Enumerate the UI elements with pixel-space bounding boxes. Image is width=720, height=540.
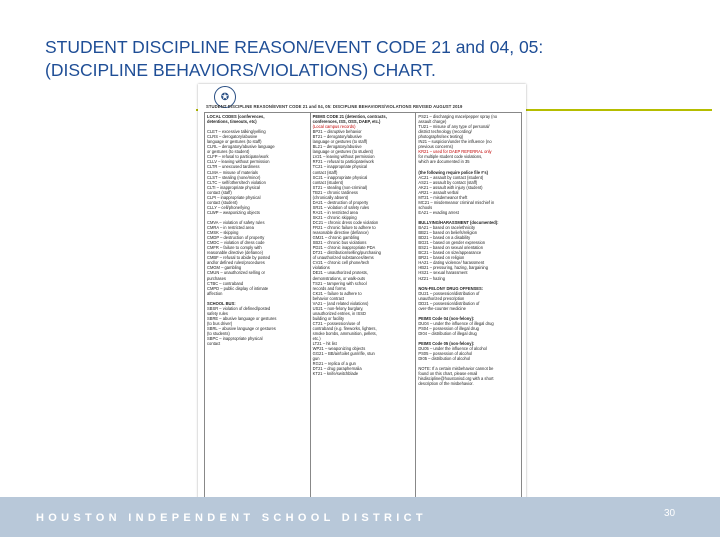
- document-row: PEIMS Code 05 (non-felony):: [418, 341, 475, 347]
- document-row: behavior contract: [312, 295, 345, 301]
- document-row: description of the misbehavior.: [418, 381, 474, 387]
- footer-district-name: HOUSTON INDEPENDENT SCHOOL DISTRICT: [36, 512, 427, 524]
- document-row: language or gestures (to staff): [207, 139, 262, 145]
- document-row: FR21 – chronic failure to adhere to: [312, 225, 376, 231]
- document-row: reasonable directive (defiance): [312, 230, 369, 236]
- document-row: CMDP – destruction of property: [207, 235, 265, 241]
- document-row: TU21 – misuse of any type of personal/: [418, 124, 490, 130]
- document-row: contact (staff): [207, 189, 232, 195]
- document-row: PS05 – possession of alcohol: [418, 351, 473, 357]
- document-table: [204, 112, 522, 504]
- document-row: SK21 – chronic skipping: [312, 214, 357, 220]
- document-row: DT21 – distribution/selling/purchasing: [312, 250, 381, 256]
- document-row: previous concerns): [418, 144, 453, 150]
- document-column-peims-04-05: [416, 113, 521, 503]
- document-row: BULLYING/HARASSMENT (documented):: [418, 219, 499, 225]
- slide-title-line-1: STUDENT DISCIPLINE REASON/EVENT CODE 21 and 04, 05:: [45, 37, 544, 57]
- document-row: BT21 – derogatory/abusive: [312, 134, 362, 140]
- document-row: BD21 – based on a disability: [418, 235, 471, 241]
- document-row: IN21 – suspicion/under the influence (no: [418, 139, 492, 145]
- document-row: unauthorized entries, in ISSD: [312, 310, 366, 316]
- document-row: HA21 – dating violence/ harassment: [418, 260, 485, 266]
- document-row: etc.): [312, 336, 321, 342]
- document-row: CLTR – unexcused tardiness: [207, 164, 260, 170]
- document-row: BG21 – based on gender expression: [418, 240, 486, 246]
- document-row: US21 – non-felony burglary,: [312, 305, 364, 311]
- document-row: TB21 – chronic tardiness: [312, 189, 358, 195]
- document-row: RA21 – in restricted area: [312, 209, 358, 215]
- document-row: TC21 – inappropriate physical: [312, 164, 368, 170]
- document-row: or gestures (to student): [207, 149, 250, 155]
- document-row: CMPD – public display of intimate: [207, 285, 269, 291]
- document-row: CMFR – failure to comply with: [207, 245, 262, 251]
- document-row: ST21 – stealing (non-criminal): [312, 184, 368, 190]
- document-row: DD21 – possession/distribution of: [418, 300, 480, 306]
- document-row: CMVA – violation of safety rules: [207, 219, 265, 225]
- document-row: EA21 – evading arrest: [418, 209, 459, 215]
- document-row: MC21 – misdemeanor criminal mischief in: [418, 199, 495, 205]
- document-row: CTBC – contraband: [207, 280, 244, 286]
- document-row: CV21 – chronic cell phone/tech: [312, 260, 370, 266]
- document-row: AC21 – assault by contact (student): [418, 174, 484, 180]
- page-number: 30: [664, 508, 676, 519]
- document-row: gun: [312, 356, 320, 362]
- document-row: safety rules: [207, 310, 228, 316]
- document-row: HB21 – pressuring, hazing, bargaining: [418, 265, 488, 271]
- document-row: (to students): [207, 331, 230, 337]
- document-row: BL21 – derogatory/abusive: [312, 144, 362, 150]
- document-row: CLMA – misuse of materials: [207, 169, 258, 175]
- document-row: CLLV – leaving without permission: [207, 159, 270, 165]
- document-row: RF21 – refusal to participate/work: [312, 159, 374, 165]
- document-row: SBPC – inappropriate physical: [207, 336, 263, 342]
- document-row: DU21 – possession/distribution of: [418, 290, 480, 296]
- document-row: CMGM – gambling: [207, 265, 242, 271]
- slide-title-line-2: (DISCIPLINE BEHAVIORS/VIOLATIONS) CHART.: [45, 60, 436, 80]
- document-row: which are documented in 35: [418, 159, 470, 165]
- document-row: CLRS – derogatory/abusive: [207, 134, 258, 140]
- document-row: HS21 – sexual harassment: [418, 270, 468, 276]
- document-row: GM21 – chronic gambling: [312, 235, 360, 241]
- discipline-chart-document: [198, 84, 526, 510]
- document-row: CMSK – skipping: [207, 230, 239, 236]
- document-row: CLTC – self/others/tech violation: [207, 179, 266, 185]
- document-row: RG21 – replica of a gun: [312, 361, 356, 367]
- document-row: CMUN – unauthorized selling or: [207, 270, 266, 276]
- district-seal-icon: ✪: [214, 86, 236, 108]
- document-row: over-the-counter medicine: [418, 305, 466, 311]
- document-row: CLTI – inappropriate physical: [207, 184, 260, 190]
- document-row: records and forms: [312, 285, 346, 291]
- document-row: contraband (e.g. fireworks, lighters,: [312, 325, 377, 331]
- document-row: GG21 – BB/air/toilet gun/rifle, stun: [312, 351, 375, 357]
- document-row: CLRL – derogatory/abusive language: [207, 144, 275, 150]
- document-row: PEIMS CODE 21 (detention, contracts,: [312, 114, 387, 119]
- document-row: SR21 – violation of safety rules: [312, 204, 370, 210]
- document-row: conferences, ISS, OSS, DAEP, etc.): [312, 119, 381, 125]
- document-row: BP21 – disruptive behavior: [312, 129, 362, 135]
- document-row: SB21 – chronic bus violations: [312, 240, 367, 246]
- document-row: district technology (recording/: [418, 129, 472, 135]
- document-row: demonstrations, or walk-outs: [312, 275, 366, 281]
- slide-title: [45, 36, 695, 82]
- document-row: CMDC – violation of dress code: [207, 240, 265, 246]
- document-row: smoke bombs, ammunition, pellets,: [312, 331, 377, 337]
- document-row: KR21 – used for DAEP REFERRAL only: [418, 149, 492, 155]
- document-row: DU05 – under the influence of alcohol: [418, 346, 487, 352]
- document-row: SBSR – violation of defined/posted: [207, 305, 271, 311]
- document-row: PS21 – discharging mace/pepper spray (no: [418, 114, 498, 119]
- document-row: SBRL – abusive language or gestures: [207, 325, 276, 331]
- document-row: for multiple student code violations,: [418, 154, 483, 160]
- document-row: CLLY – cell/phone/lying: [207, 204, 250, 210]
- document-row: WP21 – weaponizing objects: [312, 346, 366, 352]
- document-row: language or gestures (to staff): [312, 139, 368, 145]
- document-row: DI04 – distribution of illegal drug: [418, 331, 477, 337]
- document-row: reasonable directive (defiance): [207, 250, 263, 256]
- document-row: TS21 – tampering with school: [312, 280, 367, 286]
- document-row: and/or defined rules/procedures: [207, 260, 265, 266]
- document-row: LOCAL CODES (conferences,: [207, 114, 265, 119]
- document-row: CLFP – refusal to participate/work: [207, 154, 269, 160]
- document-row: SCHOOL BUS:: [207, 300, 236, 306]
- document-row: SBRE – abusive language or gestures: [207, 315, 277, 321]
- document-row: purchases: [207, 275, 226, 281]
- document-row: DT21 – drug paraphernalia: [312, 366, 362, 372]
- document-row: (chronically absent): [312, 194, 349, 200]
- document-row: HZ21 – hazing: [418, 275, 445, 281]
- document-row: language or gestures (to student): [312, 149, 373, 155]
- document-column-local-codes: [205, 113, 311, 503]
- document-row: VA21 – (and related violations): [312, 300, 369, 306]
- document-row: found on this chart, please email: [418, 371, 478, 377]
- document-row: PS04 – possession of illegal drug: [418, 325, 479, 331]
- document-row: LV21 – leaving without permission: [312, 154, 375, 160]
- document-row: DC21 – chronic dress code violation: [312, 219, 379, 225]
- document-row: NOTE: If a certain misbehavior cannot be: [418, 366, 494, 372]
- document-row: contact (student): [312, 179, 344, 185]
- document-row: contact (staff): [312, 169, 338, 175]
- document-row: assault charge): [418, 119, 447, 125]
- document-row: CLET – excessive talking/yelling: [207, 129, 266, 135]
- document-column-peims-21: [311, 113, 417, 503]
- document-row: CLWP – weaponizing objects: [207, 209, 260, 215]
- document-row: PD21 – chronic inappropriate PDA: [312, 245, 376, 251]
- document-row: CMBF – refusal to abide by posted: [207, 255, 271, 261]
- document-row: violations: [312, 265, 330, 271]
- document-row: contact: [207, 341, 221, 347]
- document-row: BC21 – based on size/appearance: [418, 250, 482, 256]
- document-row: DI05 – distribution of alcohol: [418, 356, 471, 362]
- document-row: BR21 – based on religion: [418, 255, 465, 261]
- document-row: building or facility: [312, 315, 345, 321]
- document-row: BA21 – based on race/ethnicity: [418, 225, 476, 231]
- document-row: MT21 – misdemeanor theft: [418, 194, 468, 200]
- document-row: contact (student): [207, 199, 238, 205]
- document-row: CLST – stealing (none/minor): [207, 174, 261, 180]
- document-row: KT21 – knife/switchblade: [312, 371, 359, 377]
- document-row: AK21 – assault with injury (student): [418, 184, 483, 190]
- document-row: AS21 – assault by contact (staff): [418, 179, 478, 185]
- document-row: PEIMS Code 04 (non-felony):: [418, 315, 475, 321]
- document-row: CT21 – possession/use of: [312, 320, 361, 326]
- document-row: photographs/sex texting): [418, 134, 464, 140]
- document-row: hisdiscipline@houstonisd.org with a short: [418, 376, 494, 382]
- document-row: unauthorized prescription: [418, 295, 465, 301]
- document-row: BB21 – based on beliefs/religion: [418, 230, 478, 236]
- document-row: (Local campus records): [312, 124, 356, 130]
- document-row: CK21 – failure to adhere to: [312, 290, 362, 296]
- document-row: detentions, timeouts, etc): [207, 119, 257, 125]
- document-row: AR21 – assault verbal: [418, 189, 459, 195]
- document-row: NON-FELONY DRUG OFFENSES:: [418, 285, 484, 291]
- document-row: CLPI – inappropriate physical: [207, 194, 261, 200]
- document-title: STUDENT DISCIPLINE REASON/EVENT CODE 21 and 04, 05: DISCIPLINE BEHAVIORS/VIOLATIONS REVISED AUGUST 2019: [206, 104, 463, 109]
- document-row: of unauthorized substances/items: [312, 255, 374, 261]
- document-row: (to bus driver): [207, 320, 233, 326]
- document-row: BS21 – based on sexual orientation: [418, 245, 483, 251]
- document-row: schools: [418, 204, 433, 210]
- document-row: CMRA – in restricted area: [207, 225, 254, 231]
- document-row: affection: [207, 290, 223, 296]
- document-row: DU04 – under the influence of illegal drug: [418, 320, 494, 326]
- document-row: DA21 – destruction of property: [312, 199, 369, 205]
- document-row: LT21 – hit list: [312, 341, 337, 347]
- document-row: SC21 – inappropriate physical: [312, 174, 368, 180]
- document-row: DE21 – unauthorized protests,: [312, 270, 368, 276]
- document-row: (the following require police file #'s): [418, 169, 489, 175]
